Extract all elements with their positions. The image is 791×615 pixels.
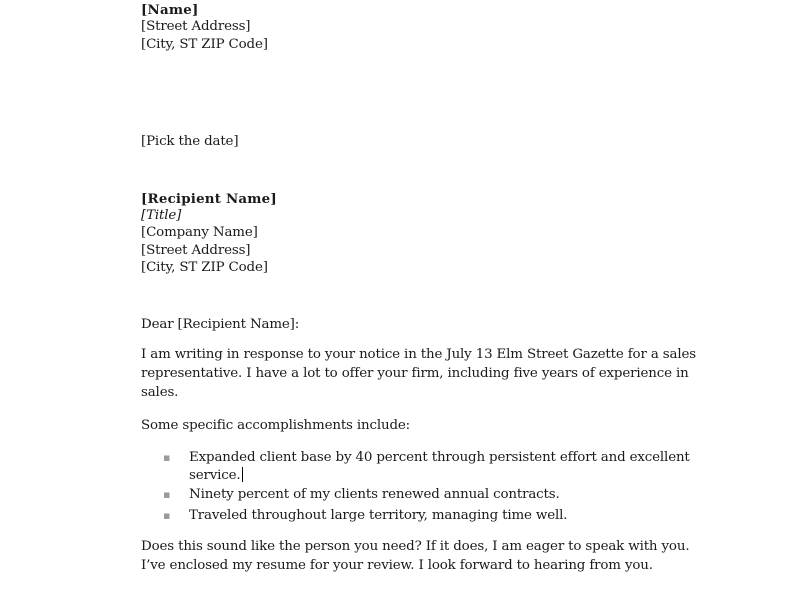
sender-city[interactable]: [City, ST ZIP Code] — [141, 37, 268, 52]
body-paragraph-3-line-1[interactable]: Does this sound like the person you need? If it does, I am eager to speak with you. — [141, 539, 690, 554]
body-paragraph-1-line-1[interactable]: I am writing in response to your notice in the July 13 Elm Street Gazette for a sales — [141, 347, 696, 362]
bullet-icon: ▪ — [163, 451, 171, 464]
recipient-company[interactable]: [Company Name] — [141, 225, 258, 240]
bullet-item-1-line-2-text[interactable]: service. — [189, 468, 241, 483]
sender-street[interactable]: [Street Address] — [141, 19, 251, 34]
bullet-icon: ▪ — [163, 509, 171, 522]
bullet-item-1-line-1[interactable]: Expanded client base by 40 percent through persistent effort and excellent — [189, 450, 690, 465]
bullet-item-1-line-2[interactable] — [189, 467, 243, 485]
recipient-title[interactable]: [Title] — [141, 208, 182, 223]
text-cursor — [242, 467, 244, 482]
date-field[interactable]: [Pick the date] — [141, 134, 239, 149]
body-paragraph-1-line-3[interactable]: sales. — [141, 385, 179, 400]
sender-name[interactable]: [Name] — [141, 2, 199, 18]
salutation[interactable]: Dear [Recipient Name]: — [141, 317, 300, 332]
recipient-street[interactable]: [Street Address] — [141, 243, 251, 258]
bullet-item-3[interactable]: Traveled throughout large territory, managing time well. — [189, 508, 568, 523]
bullet-icon: ▪ — [163, 488, 171, 501]
bullet-item-2[interactable]: Ninety percent of my clients renewed annual contracts. — [189, 487, 560, 502]
body-paragraph-1-line-2[interactable]: representative. I have a lot to offer your firm, including five years of experience in — [141, 366, 689, 381]
recipient-city[interactable]: [City, ST ZIP Code] — [141, 260, 268, 275]
body-paragraph-2[interactable]: Some specific accomplishments include: — [141, 418, 411, 433]
body-paragraph-3-line-2[interactable]: I’ve enclosed my resume for your review. I look forward to hearing from you. — [141, 558, 653, 573]
recipient-name[interactable]: [Recipient Name] — [141, 191, 277, 207]
